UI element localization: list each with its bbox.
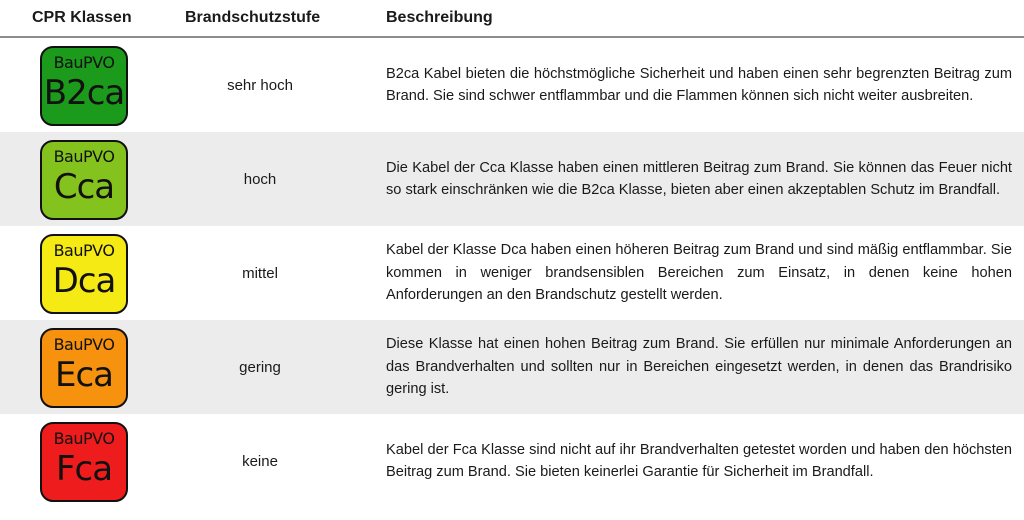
description-text: Diese Klasse hat einen hohen Beitrag zum Brand. Sie erfüllen nur minimale Anforderungen an das Brandverhalten und sollten nur in Bereichen eingesetzt werden, in denen das Brandrisiko gering ist. xyxy=(386,336,1012,398)
table-row xyxy=(0,414,1024,508)
description-text: B2ca Kabel bieten die höchstmögliche Sicherheit und haben einen sehr begrenzten Beitrag zum Brand. Sie sind schwer entflammbar und die Flammen können sich nicht weiter ausbreiten. xyxy=(386,65,1012,104)
cpr-badge xyxy=(40,140,128,220)
badge-class-label: B2ca xyxy=(43,73,125,113)
table-row xyxy=(0,320,1024,414)
cpr-badge xyxy=(40,46,128,126)
badge-regulation-label: BauPVO xyxy=(53,147,115,166)
table-row xyxy=(0,132,1024,226)
table-row xyxy=(0,226,1024,320)
description-text: Die Kabel der Cca Klasse haben einen mittleren Beitrag zum Brand. Sie können das Feuer nicht so stark einschränken wie die B2ca Klasse, bieten aber einen akzeptablen Schutz im Brandfall. xyxy=(386,159,1012,198)
badge-class-label: Fca xyxy=(55,449,113,489)
cpr-class-badge xyxy=(40,328,128,408)
description-text: Kabel der Fca Klasse sind nicht auf ihr Brandverhalten getestet worden und haben den höchsten Beitrag zum Brand. Sie bieten keinerlei Garantie für Sicherheit im Brandfall. xyxy=(386,441,1012,480)
row-description xyxy=(386,320,1012,414)
fire-protection-level: hoch xyxy=(243,170,277,188)
fire-protection-level: gering xyxy=(239,358,281,376)
cpr-badge xyxy=(40,328,128,408)
row-description xyxy=(386,226,1012,320)
cpr-badge xyxy=(40,234,128,314)
header-cpr-classes: CPR Klassen xyxy=(32,9,132,26)
fire-protection-level: sehr hoch xyxy=(227,76,293,94)
cpr-badge xyxy=(40,422,128,502)
fire-protection-level: keine xyxy=(242,452,278,470)
cpr-class-badge xyxy=(40,422,128,502)
table-row xyxy=(0,38,1024,132)
cpr-class-badge xyxy=(40,234,128,314)
row-description xyxy=(386,132,1012,226)
cpr-class-badge xyxy=(40,140,128,220)
row-description xyxy=(386,38,1012,132)
badge-regulation-label: BauPVO xyxy=(53,335,115,354)
badge-regulation-label: BauPVO xyxy=(53,53,115,72)
header-description: Beschreibung xyxy=(386,9,493,26)
badge-class-label: Dca xyxy=(52,261,116,301)
badge-class-label: Cca xyxy=(53,167,115,207)
description-text: Kabel der Klasse Dca haben einen höheren Beitrag zum Brand und sind mäßig entflammbar. Sie kommen in weniger brandsensiblen Bereichen zum Einsatz, in denen keine hohen Anforderungen an den Brandschutz gestellt werden. xyxy=(386,242,1012,304)
badge-regulation-label: BauPVO xyxy=(53,241,115,260)
row-description xyxy=(386,414,1012,508)
badge-regulation-label: BauPVO xyxy=(53,429,115,448)
cpr-class-badge xyxy=(40,46,128,126)
table-header xyxy=(0,0,1024,38)
fire-protection-level: mittel xyxy=(242,264,278,282)
header-fire-protection-level: Brandschutzstufe xyxy=(185,9,321,26)
badge-class-label: Eca xyxy=(54,355,113,395)
